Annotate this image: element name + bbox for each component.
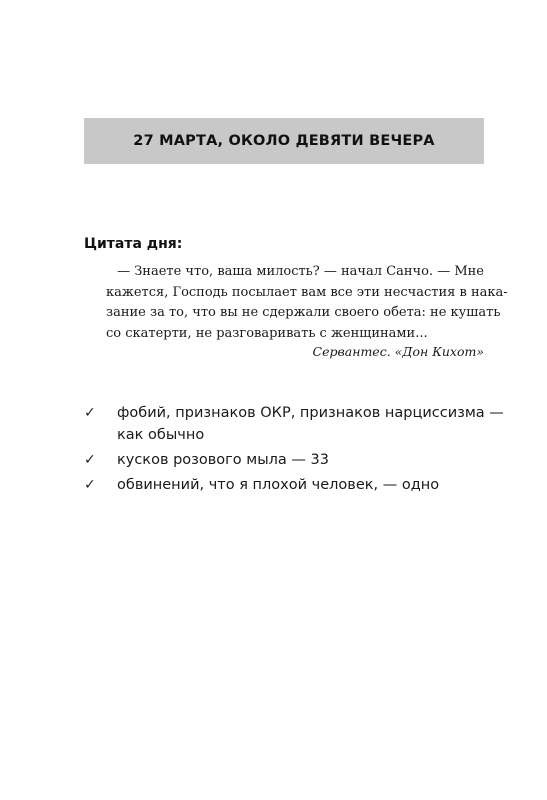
checklist-item xyxy=(84,474,484,496)
quote-line: кажется, Господь посылает вам все эти несчастия в нака- xyxy=(106,284,508,300)
checklist-item-line: кусков розового мыла — 33 xyxy=(117,452,329,468)
chapter-title: 27 МАРТА, ОКОЛО ДЕВЯТИ ВЕЧЕРА xyxy=(133,133,435,149)
checkmark-icon: ✓ xyxy=(84,405,96,421)
checklist-item-text xyxy=(117,402,504,446)
quote-label: Цитата дня: xyxy=(84,236,183,252)
quote-block xyxy=(106,262,508,344)
quote-line: со скатерти, не разговаривать с женщинами... xyxy=(106,325,428,341)
quote-attribution: Сервантес. «Дон Кихот» xyxy=(312,344,484,359)
checklist-item-line: обвинений, что я плохой человек, — одно xyxy=(117,477,440,493)
checklist-item-text xyxy=(117,474,484,496)
checklist-item-text xyxy=(117,449,484,471)
checklist-item xyxy=(84,402,504,446)
checklist-item-line: фобий, признаков ОКР, признаков нарциссизма — xyxy=(117,405,504,421)
checklist-item-line: как обычно xyxy=(117,427,205,443)
checklist xyxy=(84,402,504,499)
checkmark-icon: ✓ xyxy=(84,477,96,493)
checklist-item xyxy=(84,449,484,471)
quote-line: — Знаете что, ваша милость? — начал Санчо. — Мне xyxy=(117,264,484,279)
quote-line: зание за то, что вы не сдержали своего обета: не кушать xyxy=(106,305,501,320)
checkmark-icon: ✓ xyxy=(84,452,96,468)
chapter-header-band xyxy=(84,118,484,164)
